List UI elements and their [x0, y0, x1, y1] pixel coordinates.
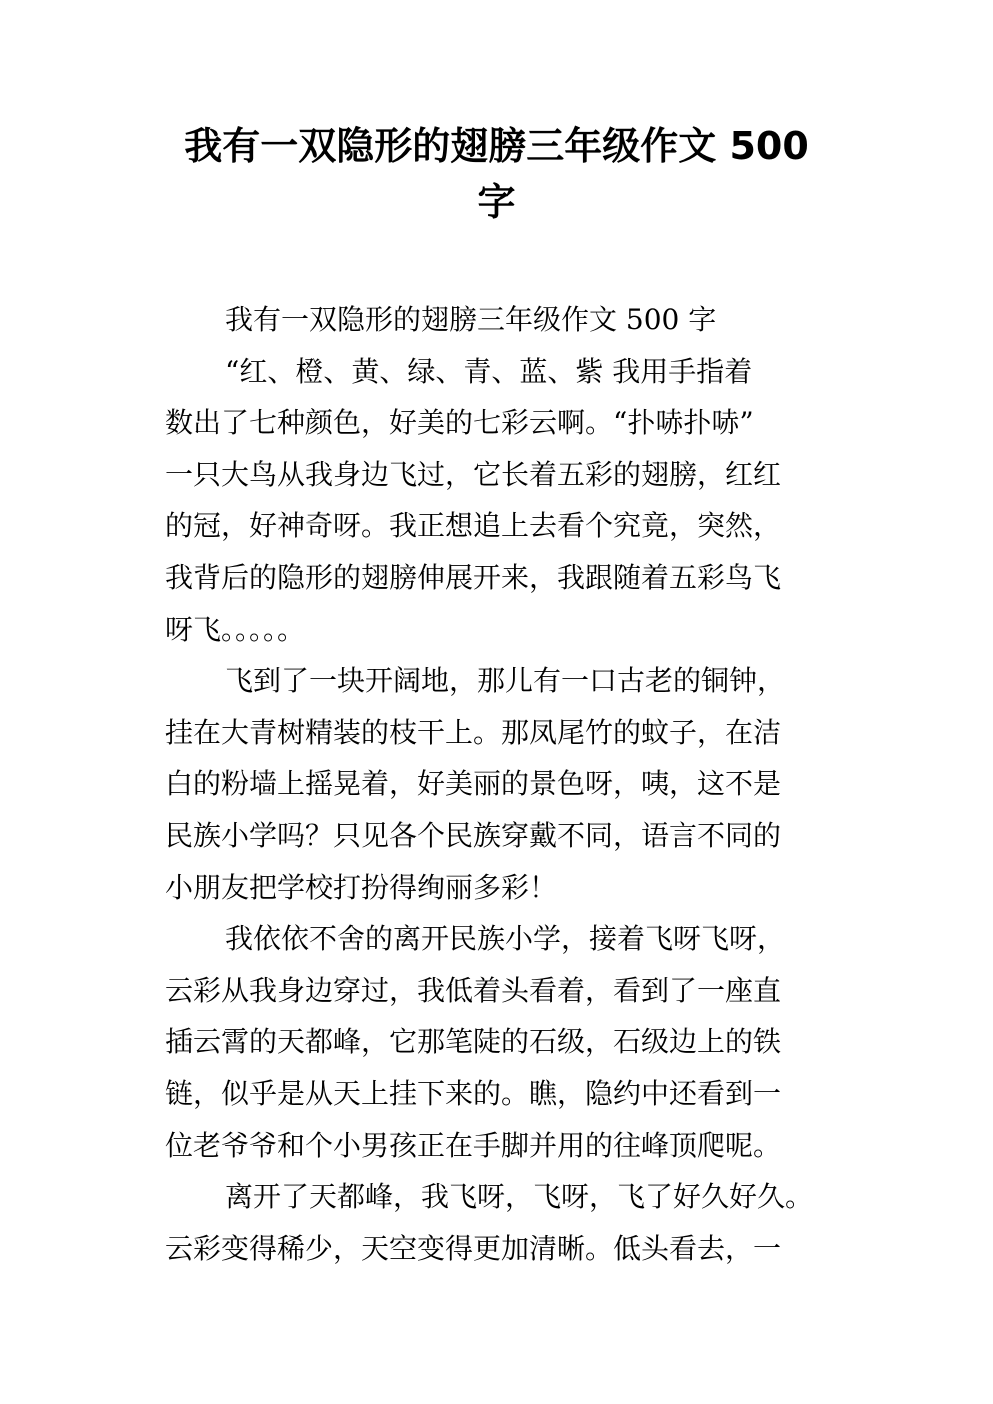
text-line: 数出了七种颜色，好美的七彩云啊。“扑哧扑哧” — [165, 406, 754, 440]
text-line: 挂在大青树精装的枝干上。那凤尾竹的蚊子，在洁 — [165, 715, 782, 749]
text-line: 一只大鸟从我身边飞过，它长着五彩的翅膀，红红 — [165, 457, 782, 491]
article-body — [165, 294, 827, 1274]
text-line: 我有一双隐形的翅膀三年级作文 500 字 — [225, 303, 717, 336]
title-line-2: 字 — [477, 180, 516, 224]
text-line: 插云霄的天都峰，它那笔陡的石级，石级边上的铁 — [165, 1025, 782, 1059]
text-line: 我依依不舍的离开民族小学，接着飞呀飞呀， — [225, 922, 786, 956]
title-line-1: 我有一双隐形的翅膀三年级作文 500 — [184, 124, 809, 168]
text-line: 云彩变得稀少，天空变得更加清晰。低头看去，一 — [165, 1231, 782, 1265]
text-line: 云彩从我身边穿过，我低着头看着，看到了一座直 — [165, 973, 782, 1007]
text-line: 飞到了一块开阔地，那儿有一口古老的铜钟， — [225, 664, 786, 698]
text-line: 离开了天都峰，我飞呀，飞呀，飞了好久好久。 — [225, 1180, 814, 1214]
text-line: 我背后的隐形的翅膀伸展开来，我跟随着五彩鸟飞 — [165, 560, 782, 594]
text-line: 小朋友把学校打扮得绚丽多彩！ — [165, 870, 558, 904]
text-line: 呀飞。。。。。 — [165, 612, 306, 646]
text-line: 民族小学吗？只见各个民族穿戴不同，语言不同的 — [165, 818, 782, 852]
text-line: 白的粉墙上摇晃着，好美丽的景色呀，咦，这不是 — [165, 767, 782, 801]
text-line: 链，似乎是从天上挂下来的。瞧，隐约中还看到一 — [165, 1076, 782, 1110]
text-line: 的冠，好神奇呀。我正想追上去看个究竟，突然， — [165, 509, 782, 543]
text-line: “红、橙、黄、绿、青、蓝、紫 我用手指着 — [225, 354, 753, 388]
document-title — [150, 118, 843, 230]
text-line: 位老爷爷和个小男孩正在手脚并用的往峰顶爬呢。 — [165, 1128, 782, 1162]
